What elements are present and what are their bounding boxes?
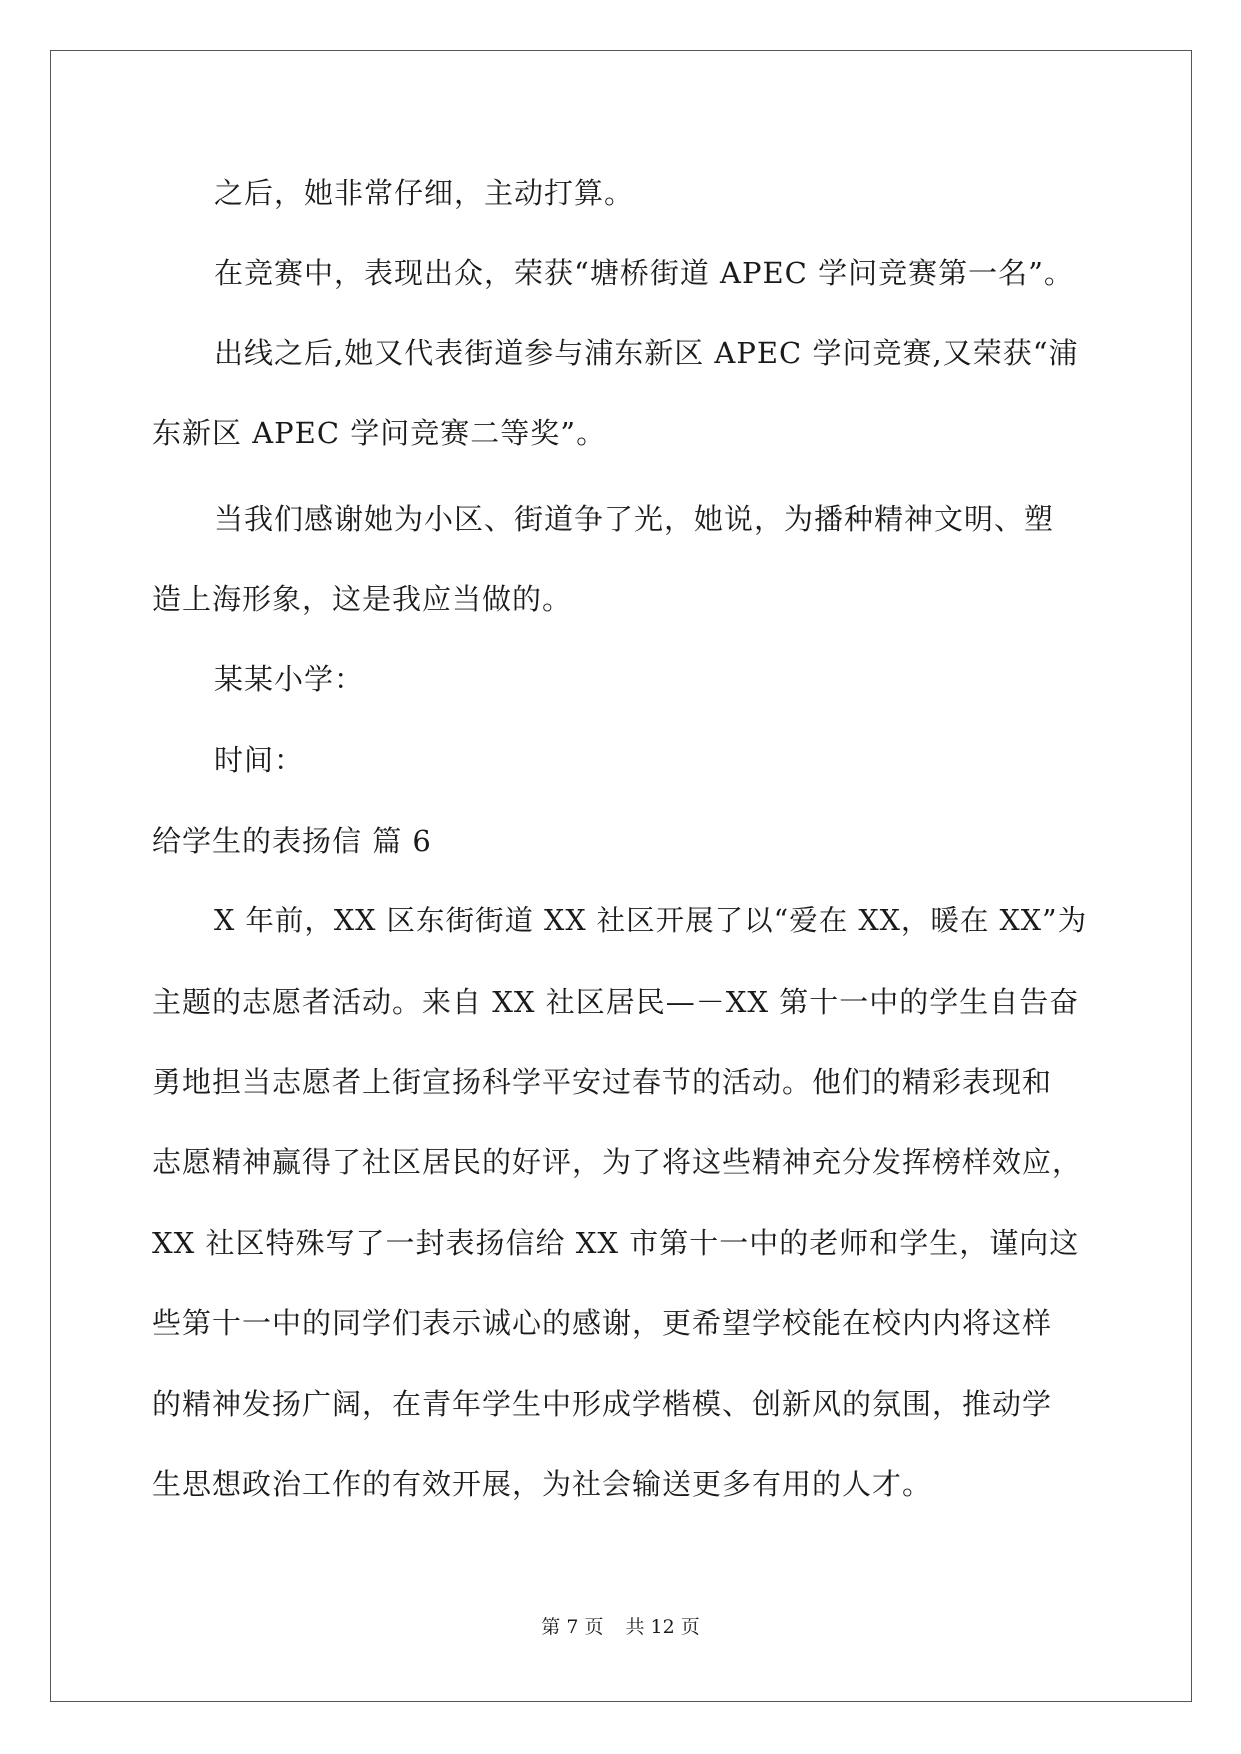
section-heading: 给学生的表扬信 篇 6 [152, 824, 432, 858]
paragraph-line: 生思想政治工作的有效开展，为社会输送更多有用的人才。 [152, 1467, 933, 1501]
paragraph-line: XX 社区特殊写了一封表扬信给 XX 市第十一中的老师和学生，谨向这 [152, 1226, 1080, 1260]
paragraph-line: X 年前，XX 区东街街道 XX 社区开展了以“爱在 XX，暖在 XX”为 [214, 904, 1088, 937]
paragraph-line: 造上海形象，这是我应当做的。 [152, 582, 573, 616]
page-border [50, 50, 1192, 1702]
paragraph-line: 之后，她非常仔细，主动打算。 [214, 176, 635, 210]
paragraph-line: 在竞赛中，表现出众，荣获“塘桥街道 APEC 学问竞赛第一名”。 [214, 256, 1074, 290]
paragraph-line: 当我们感谢她为小区、街道争了光，她说，为播种精神文明、塑 [214, 502, 1055, 536]
signature-date: 时间： [214, 743, 305, 777]
paragraph-line: 东新区 APEC 学问竞赛二等奖”。 [152, 416, 607, 450]
paragraph-line: 主题的志愿者活动。来自 XX 社区居民—－XX 第十一中的学生自告奋 [152, 985, 1080, 1019]
page-total: 共 12 页 [625, 1616, 700, 1638]
paragraph-line: 出线之后,她又代表街道参与浦东新区 APEC 学问竞赛,又荣获“浦 [214, 336, 1079, 370]
paragraph-line: 的精神发扬广阔，在青年学生中形成学楷模、创新风的氛围，推动学 [152, 1387, 1053, 1421]
page-number: 第 7 页 [541, 1616, 604, 1638]
signature-school: 某某小学： [214, 662, 365, 696]
paragraph-line: 勇地担当志愿者上街宣扬科学平安过春节的活动。他们的精彩表现和 [152, 1065, 1053, 1099]
paragraph-line: 志愿精神赢得了社区居民的好评，为了将这些精神充分发挥榜样效应， [152, 1145, 1083, 1179]
page-footer [0, 1614, 1241, 1640]
paragraph-line: 些第十一中的同学们表示诚心的感谢，更希望学校能在校内内将这样 [152, 1306, 1053, 1340]
